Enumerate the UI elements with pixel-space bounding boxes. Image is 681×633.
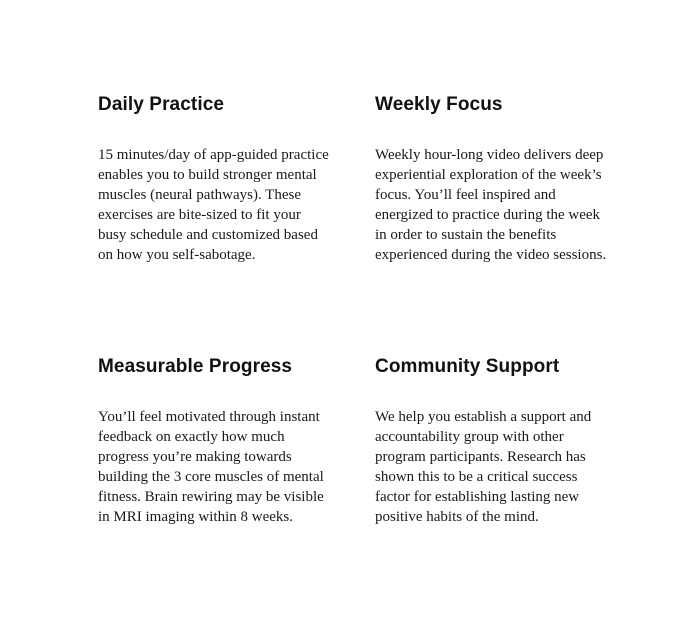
feature-title: Weekly Focus (375, 94, 503, 115)
feature-card-measurable-progress (98, 355, 375, 555)
feature-title: Community Support (375, 356, 560, 377)
feature-description: 15 minutes/day of app-guided practice enables you to build stronger mental muscles (neural pathways). These exercises are bite-sized to fit your busy schedule and customized based on how you self-sabotage. (98, 147, 329, 263)
feature-title: Measurable Progress (98, 356, 293, 377)
feature-card-weekly-focus (375, 93, 638, 355)
feature-description: We help you establish a support and accountability group with other program participants. Research has shown this to be a critical success factor for establishing lasting new positive habits of the mind. (375, 409, 592, 525)
features-grid (98, 93, 638, 555)
feature-card-daily-practice (98, 93, 375, 355)
feature-title: Daily Practice (98, 94, 225, 115)
feature-card-community-support (375, 355, 638, 555)
feature-description: Weekly hour-long video delivers deep experiential exploration of the week’s focus. You’ll feel inspired and energized to practice during the week in order to sustain the benefits experienced during the video sessions. (375, 147, 607, 263)
feature-description: You’ll feel motivated through instant feedback on exactly how much progress you’re making towards building the 3 core muscles of mental fitness. Brain rewiring may be visible in MRI imaging within 8 weeks. (98, 409, 324, 525)
